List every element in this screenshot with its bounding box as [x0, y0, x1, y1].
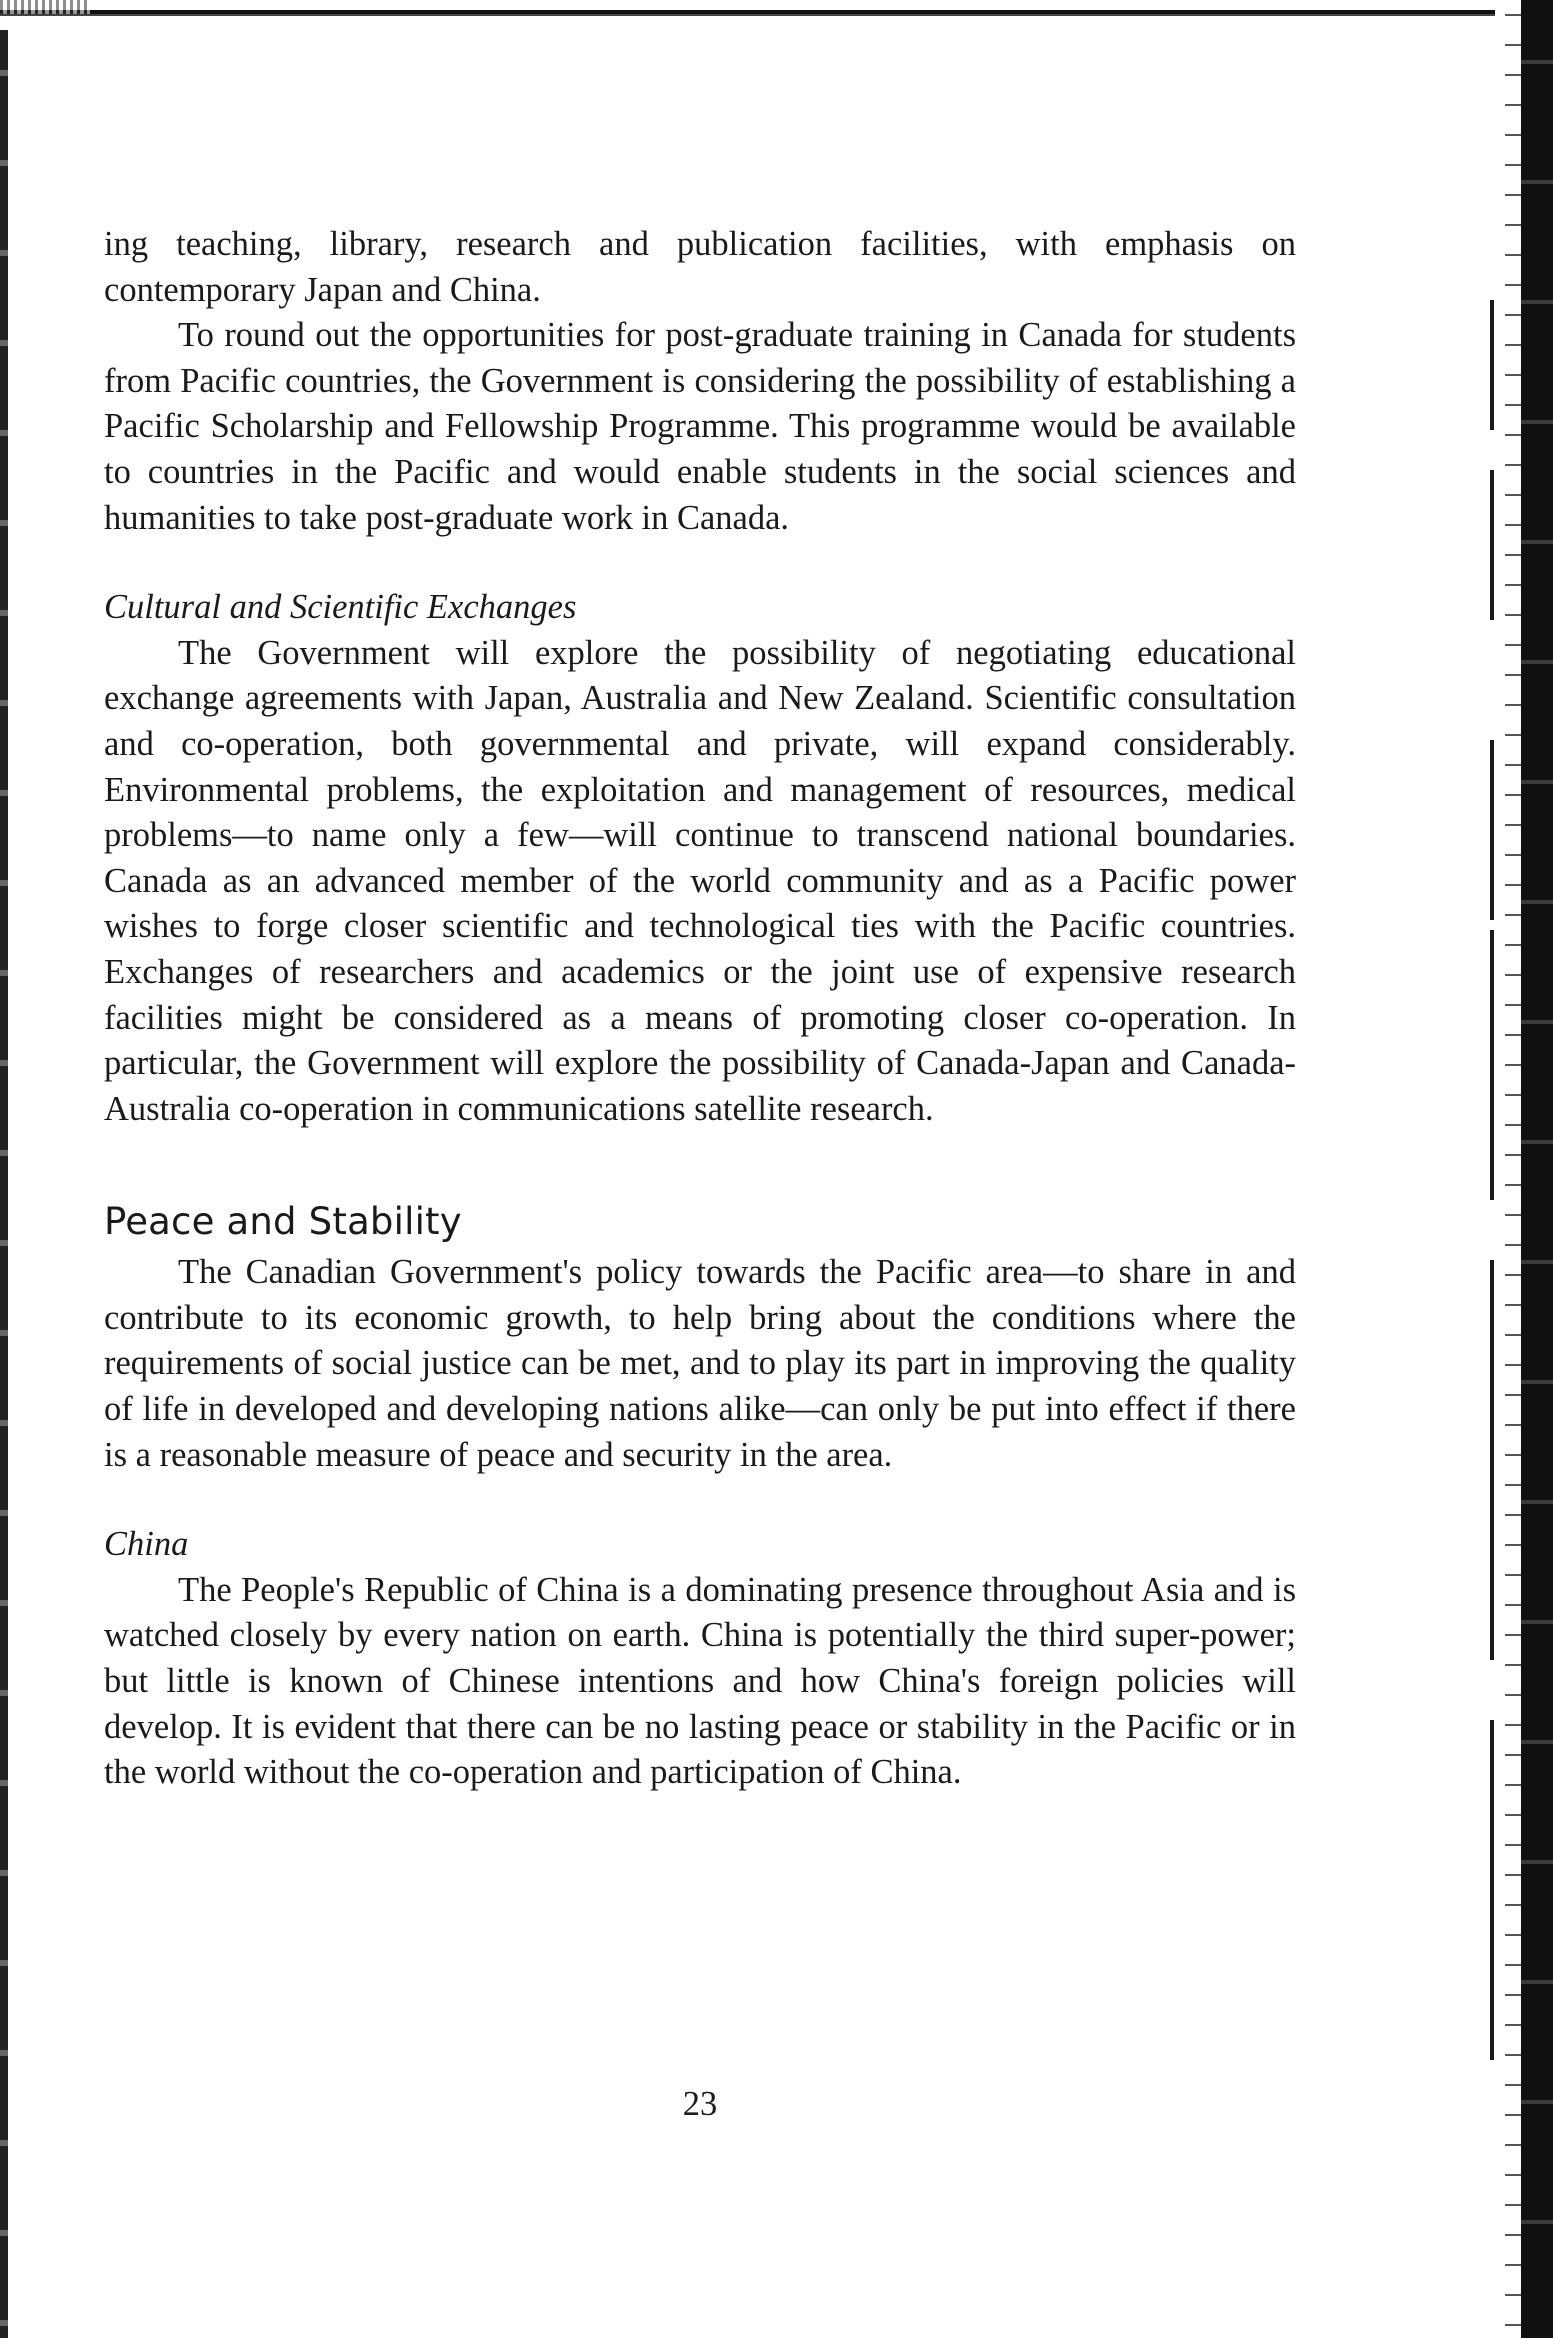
margin-mark	[1490, 740, 1494, 920]
paragraph-scholarship: To round out the opportunities for post-graduate training in Canada for students from Pacific countries, the Government is considering the possibility of establishing a Pacific Scholarship and Fellowship Programme. This programme would be available to countries in the Pacific and would enable students in the social sciences and humanities to take post-graduate work in Canada.	[104, 316, 1296, 537]
subheading-cultural-exchanges: Cultural and Scientific Exchanges	[104, 588, 577, 627]
page-body	[104, 222, 1296, 1796]
subheading-china: China	[104, 1525, 189, 1564]
margin-mark	[1490, 300, 1494, 430]
paragraph-exchanges: The Government will explore the possibility of negotiating educational exchange agreements with Japan, Australia and New Zealand. Scientific consultation and co-operation, both governmental and private, will expand considerably. Environmental problems, the exploitation and management of resources, medical problems—to name only a few—will continue to transcend national boundaries. Canada as an advanced member of the world community and as a Pacific power wishes to forge closer scientific and technological ties with the Pacific countries. Exchanges of researchers and academics or the joint use of expensive research facilities might be considered as a means of promoting closer co-operation. In particular, the Government will explore the possibility of Canada-Japan and Canada-Australia co-operation in communications satellite research.	[104, 633, 1296, 1128]
scan-corner-mark	[0, 0, 90, 14]
page-number: 23	[682, 2085, 718, 2123]
margin-mark	[1490, 930, 1494, 1200]
margin-mark	[1490, 1260, 1494, 1660]
paragraph-continuation: ing teaching, library, research and publication facilities, with emphasis on contemporary Japan and China.	[104, 225, 1296, 309]
paragraph-peace: The Canadian Government's policy towards the Pacific area—to share in and contribute to its economic growth, to help bring about the conditions where the requirements of social justice can be met, and to play its part in improving the quality of life in developed and developing nations alike—can only be put into effect if there is a reasonable measure of peace and security in the area.	[104, 1253, 1296, 1474]
scan-right-edge	[1495, 0, 1553, 2338]
scan-left-edge	[0, 30, 8, 2338]
margin-mark	[1490, 470, 1494, 620]
scan-top-edge	[0, 10, 1553, 22]
margin-mark	[1490, 1720, 1494, 2060]
paragraph-china: The People's Republic of China is a dominating presence throughout Asia and is watched closely by every nation on earth. China is potentially the third super-power; but little is known of Chinese intentions and how China's foreign policies will develop. It is evident that there can be no lasting peace or stability in the Pacific or in the world without the co-operation and participation of China.	[104, 1570, 1296, 1792]
section-heading-peace: Peace and Stability	[104, 1200, 462, 1244]
